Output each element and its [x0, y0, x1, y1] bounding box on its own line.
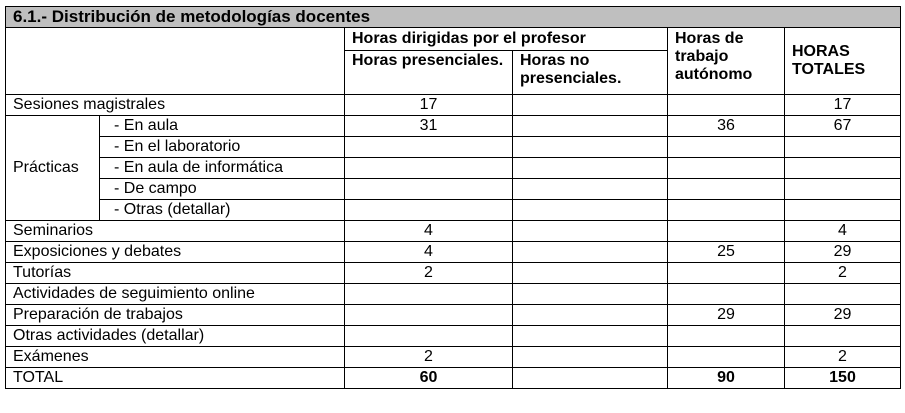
- row-label: Exámenes: [6, 347, 345, 368]
- autonomous-value: [668, 326, 785, 347]
- table-row: [6, 116, 901, 137]
- table-row: [6, 137, 901, 158]
- row-label: - De campo: [100, 179, 345, 200]
- presential-value: [345, 179, 513, 200]
- autonomous-value: [668, 179, 785, 200]
- non-presential-value: [513, 116, 668, 137]
- row-label: Preparación de trabajos: [6, 305, 345, 326]
- total-value: [785, 284, 901, 305]
- non-presential-value: [513, 305, 668, 326]
- autonomous-value: [668, 347, 785, 368]
- non-presential-value: [513, 263, 668, 284]
- table-row: [6, 158, 901, 179]
- autonomous-value: [668, 158, 785, 179]
- total-value: 2: [785, 263, 901, 284]
- methodology-table-container: [5, 6, 901, 389]
- non-presential-value: [513, 347, 668, 368]
- grand-total: 150: [785, 368, 901, 389]
- presential-value: [345, 158, 513, 179]
- non-presential-value: [513, 137, 668, 158]
- non-presential-value: [513, 158, 668, 179]
- total-value: 29: [785, 305, 901, 326]
- row-label: Tutorías: [6, 263, 345, 284]
- total-value: [785, 179, 901, 200]
- total-label: TOTAL: [6, 368, 345, 389]
- header-non-presential-hours: Horas no presenciales.: [513, 51, 668, 95]
- header-directed-hours: Horas dirigidas por el profesor: [345, 28, 668, 51]
- table-row: [6, 242, 901, 263]
- header-autonomous-hours: Horas de trabajo autónomo: [668, 28, 785, 95]
- row-label: Otras actividades (detallar): [6, 326, 345, 347]
- methodology-distribution-table: [5, 6, 901, 389]
- table-row: [6, 305, 901, 326]
- total-value: [785, 200, 901, 221]
- total-value: 17: [785, 95, 901, 116]
- presential-value: [345, 326, 513, 347]
- header-total-hours: HORAS TOTALES: [785, 28, 901, 95]
- table-row: [6, 284, 901, 305]
- practicas-label: Prácticas: [6, 116, 100, 221]
- non-presential-value: [513, 326, 668, 347]
- autonomous-value: [668, 200, 785, 221]
- presential-value: 31: [345, 116, 513, 137]
- total-value: [785, 137, 901, 158]
- presential-value: 4: [345, 242, 513, 263]
- total-value: 67: [785, 116, 901, 137]
- table-row: [6, 347, 901, 368]
- non-presential-value: [513, 95, 668, 116]
- autonomous-value: [668, 221, 785, 242]
- autonomous-value: [668, 284, 785, 305]
- autonomous-value: 36: [668, 116, 785, 137]
- non-presential-value: [513, 242, 668, 263]
- presential-value: [345, 137, 513, 158]
- autonomous-value: 29: [668, 305, 785, 326]
- presential-value: 4: [345, 221, 513, 242]
- non-presential-total: [513, 368, 668, 389]
- autonomous-value: [668, 263, 785, 284]
- total-value: 4: [785, 221, 901, 242]
- total-value: 2: [785, 347, 901, 368]
- presential-total: 60: [345, 368, 513, 389]
- row-label: - En aula de informática: [100, 158, 345, 179]
- row-label: - En el laboratorio: [100, 137, 345, 158]
- autonomous-value: 25: [668, 242, 785, 263]
- table-row: [6, 95, 901, 116]
- non-presential-value: [513, 284, 668, 305]
- row-label: Exposiciones y debates: [6, 242, 345, 263]
- presential-value: [345, 284, 513, 305]
- row-label: - Otras (detallar): [100, 200, 345, 221]
- presential-value: 2: [345, 347, 513, 368]
- presential-value: 17: [345, 95, 513, 116]
- row-label: Actividades de seguimiento online: [6, 284, 345, 305]
- header-presential-hours: Horas presenciales.: [345, 51, 513, 95]
- total-row: [6, 368, 901, 389]
- presential-value: 2: [345, 263, 513, 284]
- non-presential-value: [513, 179, 668, 200]
- autonomous-total: 90: [668, 368, 785, 389]
- presential-value: [345, 200, 513, 221]
- presential-value: [345, 305, 513, 326]
- total-value: 29: [785, 242, 901, 263]
- row-label: Sesiones magistrales: [6, 95, 345, 116]
- autonomous-value: [668, 95, 785, 116]
- header-empty-cell: [6, 28, 345, 95]
- section-title: 6.1.- Distribución de metodologías docentes: [6, 7, 901, 28]
- table-row: [6, 200, 901, 221]
- table-row: [6, 221, 901, 242]
- table-row: [6, 263, 901, 284]
- table-row: [6, 179, 901, 200]
- row-label: Seminarios: [6, 221, 345, 242]
- table-row: [6, 326, 901, 347]
- total-value: [785, 158, 901, 179]
- row-label: - En aula: [100, 116, 345, 137]
- total-value: [785, 326, 901, 347]
- non-presential-value: [513, 200, 668, 221]
- autonomous-value: [668, 137, 785, 158]
- non-presential-value: [513, 221, 668, 242]
